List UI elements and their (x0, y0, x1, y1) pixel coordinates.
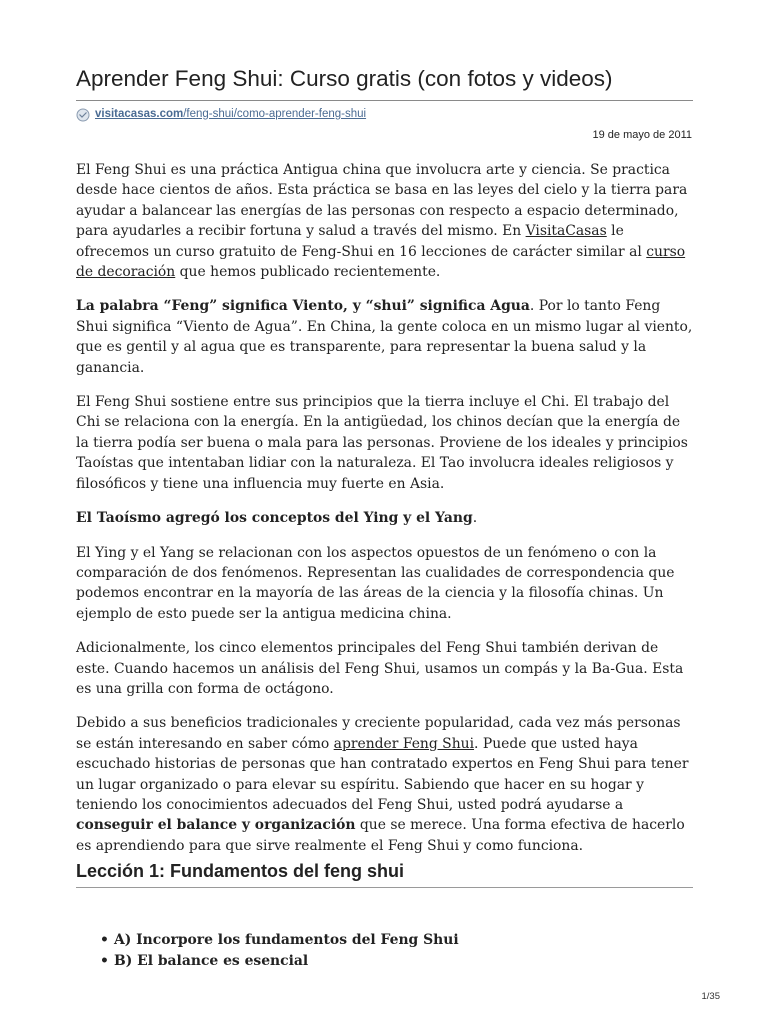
section-divider (76, 887, 693, 888)
curso-decoracion-link[interactable]: curso de decoración (76, 243, 686, 281)
paragraph-text: que hemos publicado recientemente. (175, 264, 441, 281)
paragraph: El Ying y el Yang se relacionan con los aspectos opuestos de un fenómeno o con la comparación de dos fenómenos. Representan las cualidades de correspondencia que podemos encontrar en la mayoría de las áreas de la ciencia y la filosofía chinas. Un ejemplo de esto puede ser la antigua medicina china. (76, 544, 675, 622)
paragraph-text: . (472, 510, 478, 527)
list-item (100, 951, 459, 972)
page-number: 1/35 (701, 991, 720, 1002)
bold-text: conseguir el balance y organización (76, 817, 356, 834)
paragraph-text: que se merece. Una forma efectiva de hacerlo es aprendiendo para que sirve realmente el Feng Shui y como funciona. (76, 817, 685, 854)
section-heading: Lección 1: Fundamentos del feng shui (76, 861, 405, 881)
bullet-icon: • (100, 932, 109, 948)
globe-icon (76, 107, 90, 121)
list-item-label: B) El balance es esencial (114, 952, 309, 969)
lesson-list (76, 930, 459, 971)
paragraph-text: . Puede que usted haya escuchado historias de personas que han contratado expertos en Feng Shui para tener un lugar organizado o para elevar su espíritu. Sabiendo que hacer en su hogar y teniendo los conocimientos adecuados del Feng Shui, usted podrá ayudarse a (76, 735, 689, 813)
aprender-feng-shui-link[interactable]: aprender Feng Shui (333, 735, 475, 752)
title-divider (76, 100, 693, 101)
source-path-link[interactable]: /feng-shui/como-aprender-feng-shui (183, 108, 367, 120)
visitacasas-link[interactable]: VisitaCasas (525, 223, 607, 240)
paragraph-text: El Feng Shui es una práctica Antigua china que involucra arte y ciencia. Se practica desde hace cientos de años. Esta práctica se basa en las leyes del cielo y la tierra para ayudar a balancear las energías de las personas con respecto a espacio determinado, para ayudarles a recibir fortuna y salud a través del mismo. En (76, 162, 688, 240)
paragraph (76, 160, 693, 282)
bold-text: La palabra “Feng” significa Viento, y “shui” significa Agua (76, 298, 530, 315)
bullet-icon: • (100, 952, 109, 969)
paragraph (76, 713, 693, 856)
bold-text: El Taoísmo agregó los conceptos del Ying y el Yang (76, 510, 473, 527)
paragraph-text: . Por lo tanto Feng Shui significa “Viento de Agua”. En China, la gente coloca en un mismo lugar al viento, que es gentil y al agua que es transparente, para representar la buena salud y la ganancia. (76, 298, 693, 376)
source-url[interactable] (76, 106, 366, 122)
paragraph-text: le ofrecemos un curso gratuito de Feng-Shui en 16 lecciones de carácter similar al (76, 223, 647, 260)
list-item-label: A) Incorpore los fundamentos del Feng Shui (114, 932, 459, 948)
list-item (100, 930, 459, 951)
page-title: Aprender Feng Shui: Curso gratis (con fotos y videos) (76, 66, 613, 91)
paragraph (76, 296, 693, 378)
source-domain-link[interactable]: visitacasas.com (95, 108, 184, 120)
publish-date: 19 de mayo de 2011 (592, 129, 692, 141)
paragraph-text: Debido a sus beneficios tradicionales y creciente popularidad, cada vez más personas se están interesando en saber cómo (76, 715, 681, 752)
paragraph: El Feng Shui sostiene entre sus principios que la tierra incluye el Chi. El trabajo del Chi se relaciona con la energía. En la antigüedad, los chinos decían que la energía de la tierra podía ser buena o mala para las personas. Proviene de los ideales y principios Taoístas que intentaban lidiar con la naturaleza. El Tao involucra ideales religiosos y filosóficos y tiene una influencia muy fuerte en Asia. (76, 394, 688, 492)
paragraph: Adicionalmente, los cinco elementos principales del Feng Shui también derivan de este. Cuando hacemos un análisis del Feng Shui, usamos un compás y la Ba-Gua. Esta es una grilla con forma de octágono. (76, 640, 684, 697)
paragraph (76, 508, 693, 528)
article-body (76, 160, 693, 870)
